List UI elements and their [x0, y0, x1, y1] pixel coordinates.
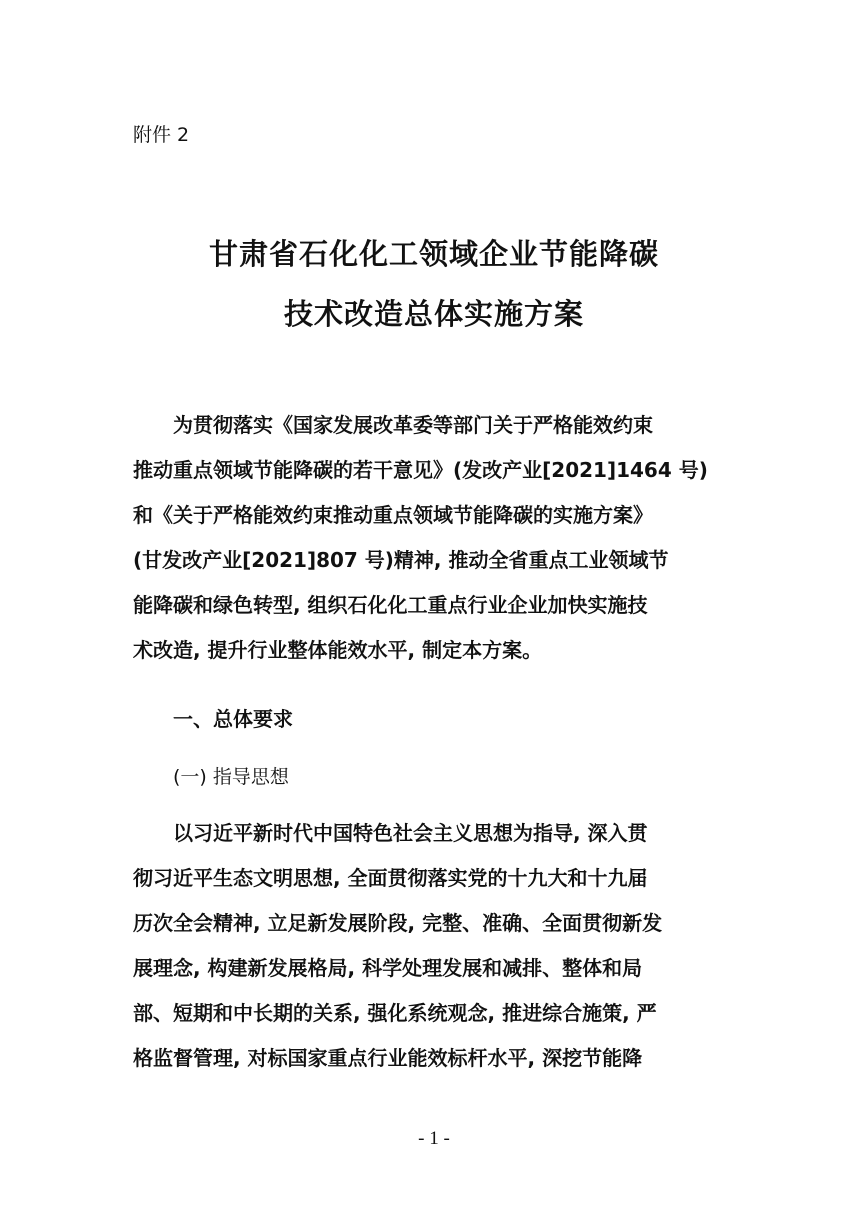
document-title-line-1: 甘肃省石化化工领域企业节能降碳	[208, 237, 659, 271]
paragraph-line: 为贯彻落实《国家发展改革委等部门关于严格能效约束	[173, 413, 653, 437]
subsection-heading: (一) 指导思想	[173, 766, 289, 788]
paragraph-line: 能降碳和绿色转型, 组织石化化工重点行业企业加快实施技	[133, 593, 648, 617]
paragraph-line: 以习近平新时代中国特色社会主义思想为指导, 深入贯	[173, 821, 648, 845]
section-heading: 一、总体要求	[173, 707, 293, 731]
paragraph-line: 彻习近平生态文明思想, 全面贯彻落实党的十九大和十九届	[133, 866, 648, 890]
paragraph-line: (甘发改产业[2021]807 号)精神, 推动全省重点工业领域节	[133, 548, 669, 572]
paragraph-line: 和《关于严格能效约束推动重点领域节能降碳的实施方案》	[133, 503, 653, 527]
paragraph-line: 格监督管理, 对标国家重点行业能效标杆水平, 深挖节能降	[133, 1046, 643, 1070]
paragraph-line: 部、短期和中长期的关系, 强化系统观念, 推进综合施策, 严	[133, 1001, 657, 1025]
paragraph-line: 历次全会精神, 立足新发展阶段, 完整、准确、全面贯彻新发	[133, 911, 663, 935]
attachment-label: 附件 2	[133, 124, 190, 146]
paragraph-line: 推动重点领域节能降碳的若干意见》(发改产业[2021]1464 号)	[133, 458, 708, 482]
page-number: - 1 -	[418, 1128, 450, 1149]
paragraph-line: 术改造, 提升行业整体能效水平, 制定本方案。	[133, 638, 543, 662]
paragraph-line: 展理念, 构建新发展格局, 科学处理发展和减排、整体和局	[133, 956, 643, 980]
document-title-line-2: 技术改造总体实施方案	[283, 297, 584, 331]
